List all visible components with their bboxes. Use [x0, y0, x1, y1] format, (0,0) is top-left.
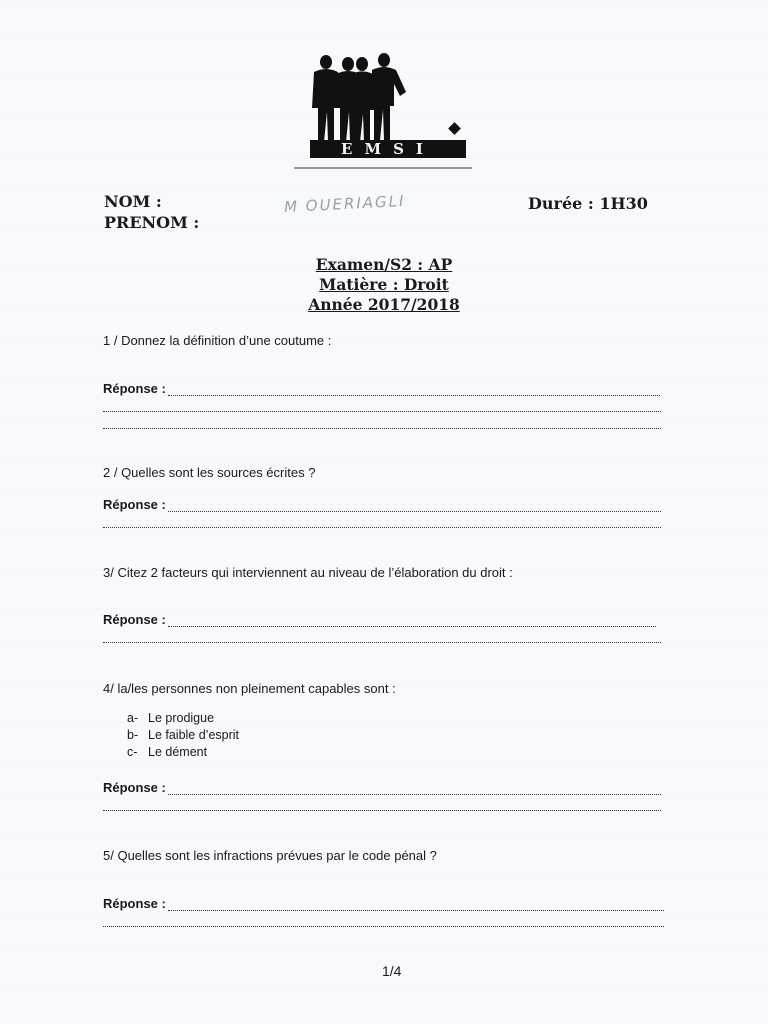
title-exam: Examen/S2 : AP [315, 255, 453, 274]
handwritten-name: M OUERIAGLI [283, 191, 406, 217]
choice-c: c- Le dément [127, 745, 208, 759]
answer-line [103, 925, 664, 927]
choice-b: b- Le faible d’esprit [127, 728, 240, 742]
question-4: 4/ la/les personnes non pleinement capables sont : [103, 681, 396, 696]
question-5: 5/ Quelles sont les infractions prévues par le code pénal ? [103, 848, 437, 863]
page-number: 1/4 [382, 963, 402, 979]
emsi-logo [290, 48, 474, 172]
answer-line [168, 394, 660, 396]
choice-a: a- Le prodigue [127, 711, 215, 725]
answer-label-4: Réponse : [103, 780, 166, 795]
answer-line [103, 526, 661, 528]
title-subject: Matière : Droit [319, 275, 449, 294]
nom-label: NOM : [104, 192, 162, 211]
answer-line [168, 510, 661, 512]
duree-label: Durée : 1H30 [528, 194, 648, 213]
exam-title [0, 255, 768, 315]
prenom-label: PRENOM : [104, 213, 200, 232]
answer-label-5: Réponse : [103, 896, 166, 911]
answer-line [103, 809, 661, 811]
answer-label-3: Réponse : [103, 612, 166, 627]
answer-line [103, 641, 661, 643]
answer-line [168, 625, 656, 627]
logo-wordmark: EMSI [341, 140, 435, 158]
title-year: Année 2017/2018 [308, 295, 460, 314]
choices-list [127, 710, 239, 761]
answer-label-2: Réponse : [103, 497, 166, 512]
answer-line [103, 427, 661, 429]
answer-line [168, 909, 664, 911]
question-2: 2 / Quelles sont les sources écrites ? [103, 465, 316, 480]
answer-label-1: Réponse : [103, 381, 166, 396]
answer-line [103, 410, 661, 412]
question-1: 1 / Donnez la définition d’une coutume : [103, 333, 332, 348]
question-3: 3/ Citez 2 facteurs qui interviennent au niveau de l’élaboration du droit : [103, 565, 513, 580]
answer-line [168, 793, 661, 795]
